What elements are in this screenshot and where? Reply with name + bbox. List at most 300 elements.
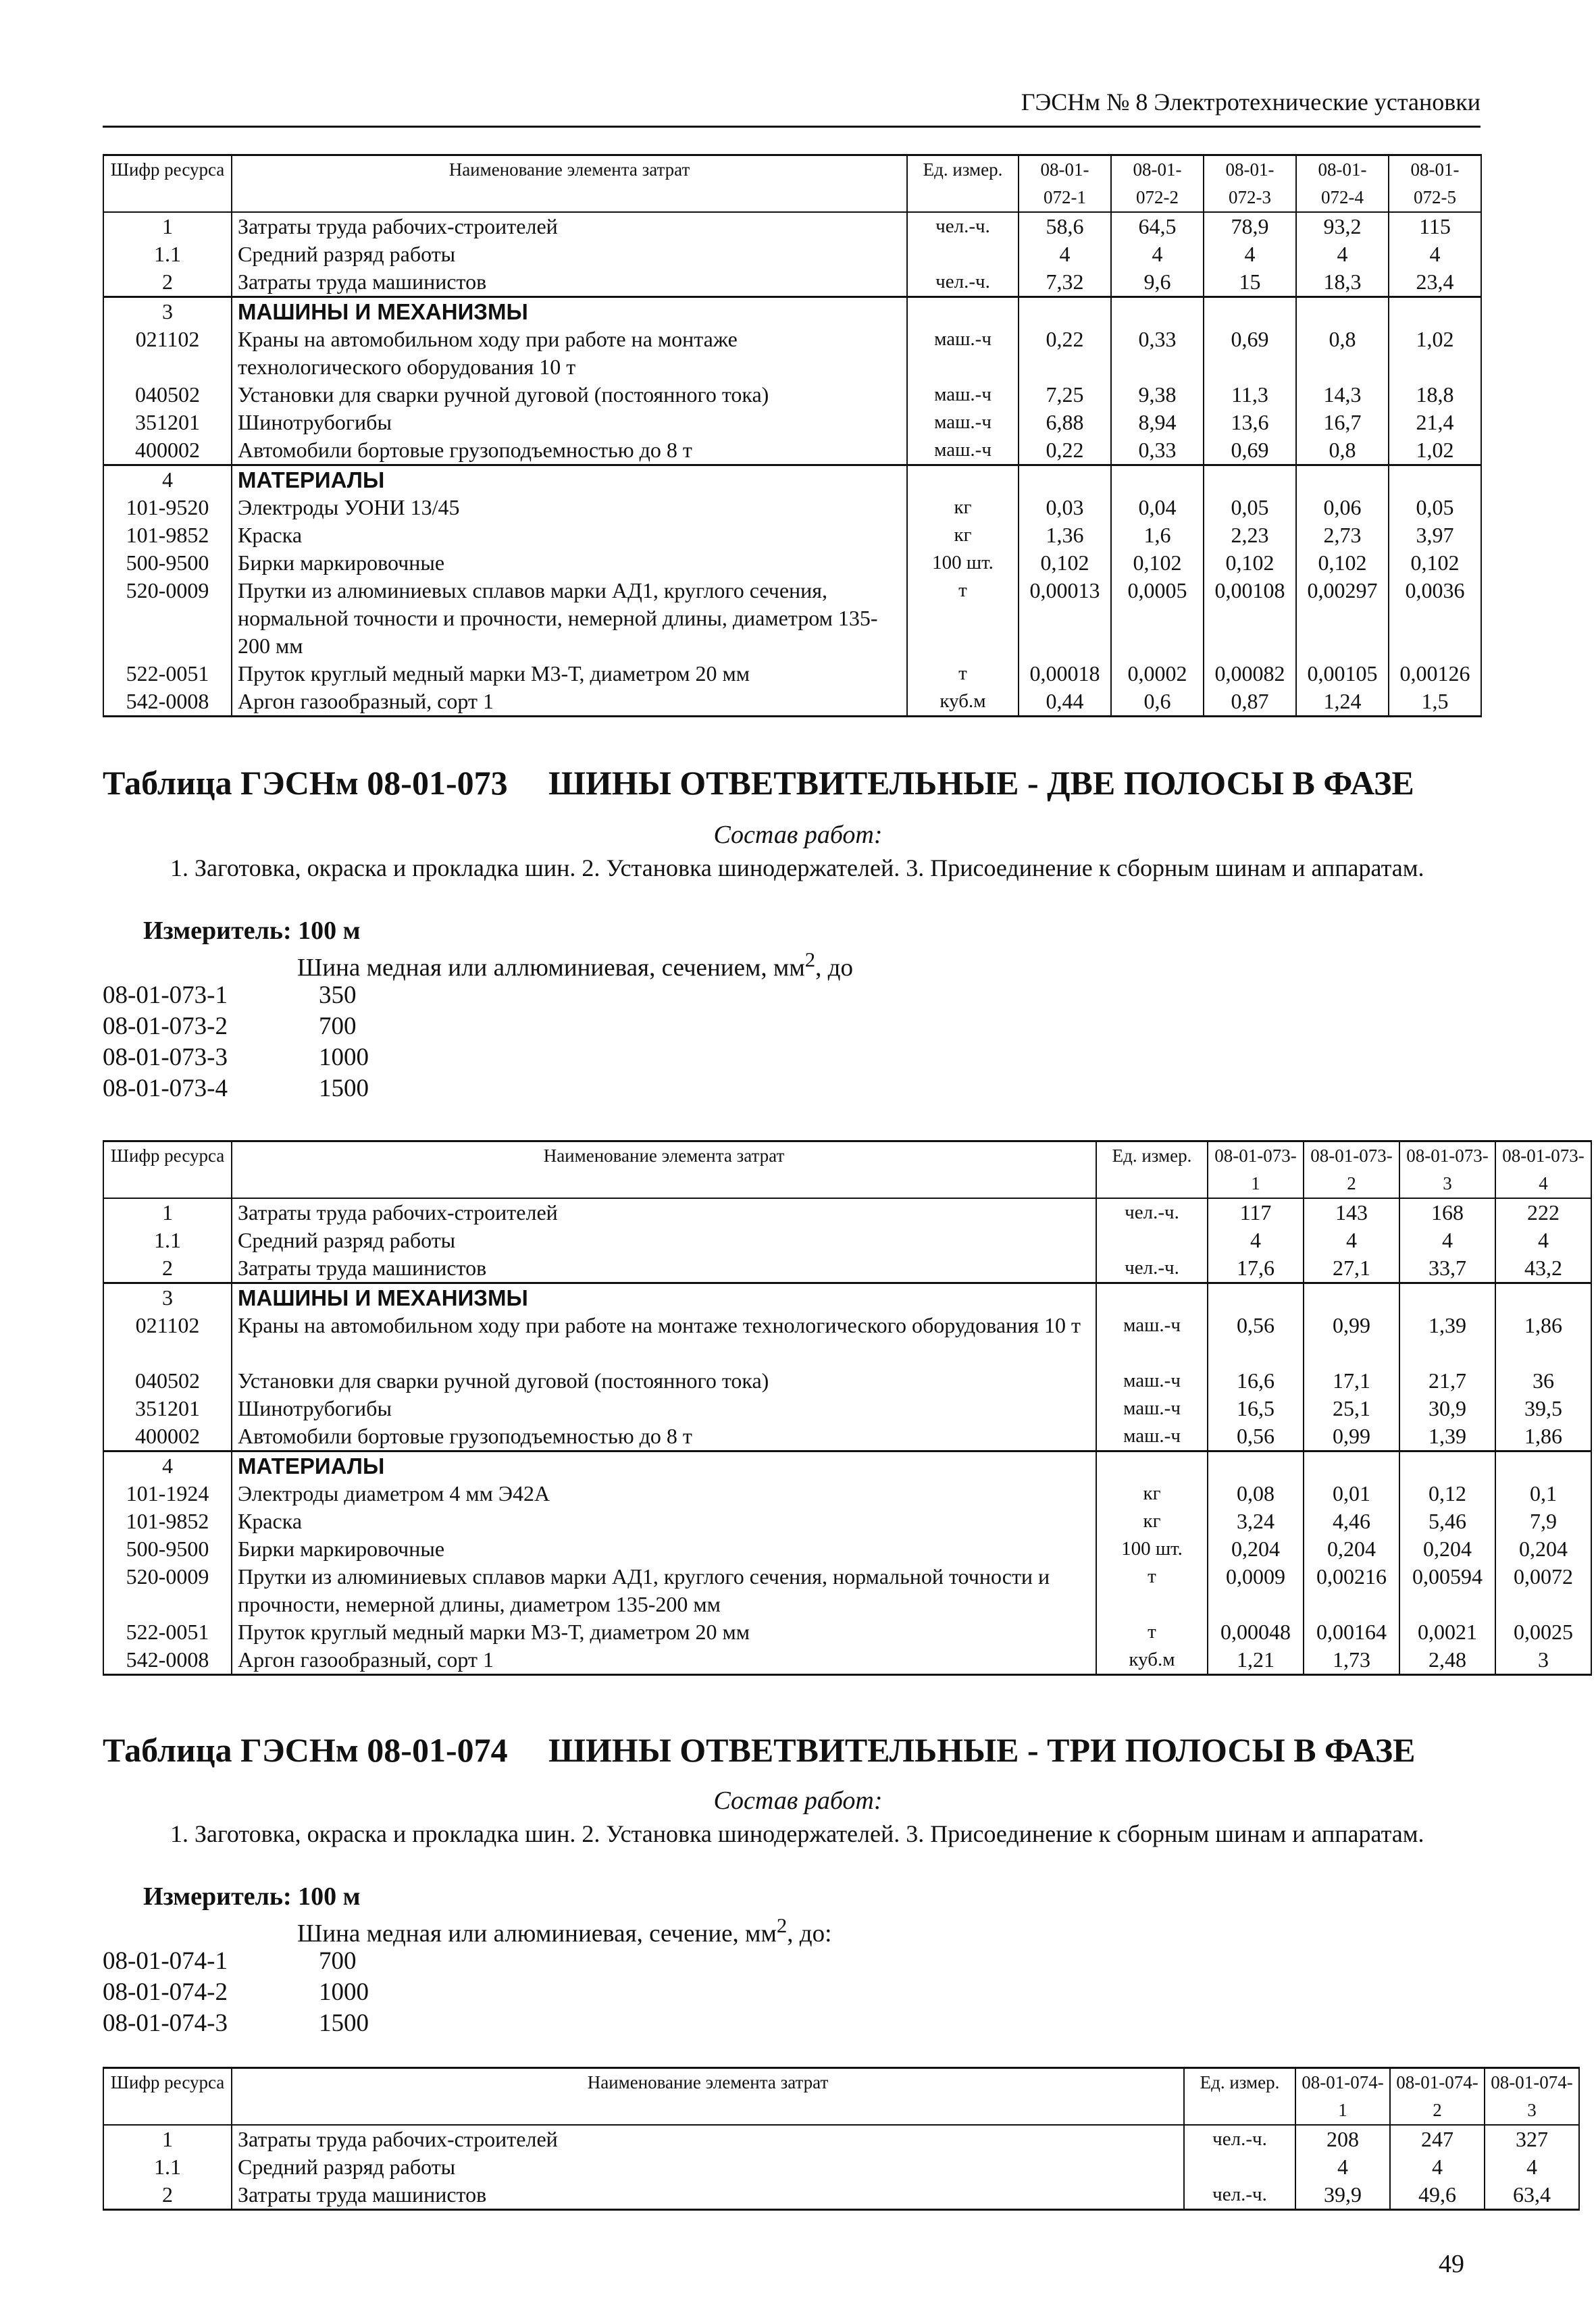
table-name: ШИНЫ ОТВЕТВИТЕЛЬНЫЕ - ДВЕ ПОЛОСЫ В ФАЗЕ — [548, 764, 1414, 802]
cell-unit: куб.м — [1096, 1646, 1208, 1675]
code-item — [103, 981, 357, 1010]
code-item — [103, 2009, 369, 2038]
cell-unit: чел.-ч. — [1096, 1198, 1208, 1227]
cell-value: 4 — [1208, 1227, 1304, 1254]
table-label: Таблица ГЭСНм 08-01-073 — [103, 764, 508, 802]
cell-value: 4 — [1495, 1227, 1591, 1254]
cell-code: 2 — [103, 1254, 232, 1283]
cell-code: 1.1 — [103, 1227, 232, 1254]
code-id: 08-01-074-3 — [103, 2009, 228, 2037]
cell-name: Прутки из алюминиевых сплавов марки АД1, круглого сечения, нормальной точности и прочности, немерной длины, диаметром 135-200 мм — [232, 577, 907, 660]
cell-code: 1.1 — [103, 240, 232, 268]
table-row — [103, 326, 1481, 381]
cell-value: 13,6 — [1204, 409, 1296, 436]
cell-name: Средний разряд работы — [232, 240, 907, 268]
cell-code: 101-9520 — [103, 494, 232, 521]
header-col: 08-01-073-4 — [1495, 1141, 1591, 1199]
cell-name: МАШИНЫ И МЕХАНИЗМЫ — [232, 1283, 1096, 1312]
header-col: 08-01-073-1 — [1208, 1141, 1304, 1199]
cell-value: 0,204 — [1399, 1535, 1495, 1563]
cell-value: 39,5 — [1495, 1395, 1591, 1422]
header-unit: Ед. измер. — [1184, 2068, 1295, 2126]
code-value: 1000 — [319, 1978, 369, 2006]
cell-code: 2 — [103, 268, 232, 297]
meter-value: 100 м — [298, 917, 361, 945]
cell-value: 2,73 — [1296, 521, 1389, 549]
cell-name: МАШИНЫ И МЕХАНИЗМЫ — [232, 297, 907, 326]
works-description: 1. Заготовка, окраска и прокладка шин. 2. Установка шинодержателей. 3. Присоединение к сборным шинам и аппаратам. — [170, 1820, 1424, 1847]
cell-value: 0,33 — [1111, 326, 1204, 381]
cell-value: 0,0002 — [1111, 660, 1204, 688]
cell-value: 21,4 — [1389, 409, 1481, 436]
cell-value: 0,69 — [1204, 326, 1296, 381]
cell-unit: маш.-ч — [907, 409, 1019, 436]
cell-value: 0,03 — [1019, 494, 1111, 521]
cell-value: 1,5 — [1389, 688, 1481, 717]
cell-value — [1389, 297, 1481, 326]
cell-value — [1495, 1283, 1591, 1312]
cell-value: 17,6 — [1208, 1254, 1304, 1283]
cell-value: 0,05 — [1389, 494, 1481, 521]
cell-value — [1296, 465, 1389, 494]
cell-unit: кг — [1096, 1508, 1208, 1535]
cell-value: 14,3 — [1296, 381, 1389, 409]
cell-unit: маш.-ч — [1096, 1367, 1208, 1395]
cell-code: 400002 — [103, 1422, 232, 1451]
header-row — [103, 2068, 1579, 2126]
cell-unit: чел.-ч. — [1184, 2181, 1295, 2210]
cell-value: 0,44 — [1019, 688, 1111, 717]
cell-code: 522-0051 — [103, 660, 232, 688]
table-label: Таблица ГЭСНм 08-01-074 — [103, 1731, 508, 1769]
table-row — [103, 212, 1481, 240]
cell-name: Затраты труда машинистов — [232, 268, 907, 297]
code-value: 1000 — [319, 1044, 369, 1071]
cell-value: 1,86 — [1495, 1422, 1591, 1451]
header-col: 08-01-073-3 — [1399, 1141, 1495, 1199]
code-value: 1500 — [319, 1075, 369, 1102]
cell-name: Краны на автомобильном ходу при работе на монтаже технологического оборудования 10 т — [232, 326, 907, 381]
cell-value: 36 — [1495, 1367, 1591, 1395]
running-header — [103, 88, 1481, 128]
cell-unit: кг — [1096, 1480, 1208, 1508]
cell-unit — [907, 297, 1019, 326]
works-heading: Состав работ: — [713, 1786, 883, 1815]
header-col: 08-01-074-1 — [1295, 2068, 1390, 2126]
cell-value: 0,00216 — [1304, 1563, 1399, 1618]
sizes-sup: 2 — [776, 1914, 788, 1937]
cell-value: 64,5 — [1111, 212, 1204, 240]
cell-code: 2 — [103, 2181, 232, 2210]
cell-value: 0,99 — [1304, 1312, 1399, 1367]
header-code: Шифр ресурса — [103, 155, 232, 213]
sizes-sup: 2 — [804, 948, 816, 971]
header-col: 08-01-072-4 — [1296, 155, 1389, 213]
cell-value: 0,00018 — [1019, 660, 1111, 688]
cell-value: 327 — [1485, 2125, 1579, 2153]
cell-code: 021102 — [103, 326, 232, 381]
cell-value: 4,46 — [1304, 1508, 1399, 1535]
meter-label: Измеритель: — [143, 917, 292, 945]
cell-value: 2,48 — [1399, 1646, 1495, 1675]
header-col: 08-01-072-2 — [1111, 155, 1204, 213]
cell-unit: кг — [907, 521, 1019, 549]
cell-unit: т — [1096, 1618, 1208, 1646]
cell-value: 63,4 — [1485, 2181, 1579, 2210]
code-id: 08-01-073-1 — [103, 981, 228, 1009]
cell-value: 0,12 — [1399, 1480, 1495, 1508]
cell-unit: чел.-ч. — [1096, 1254, 1208, 1283]
cell-code: 4 — [103, 465, 232, 494]
cell-value: 1,39 — [1399, 1312, 1495, 1367]
cell-code: 3 — [103, 1283, 232, 1312]
cell-value: 39,9 — [1295, 2181, 1390, 2210]
cell-value: 0,00126 — [1389, 660, 1481, 688]
cell-code: 1 — [103, 212, 232, 240]
cell-code: 400002 — [103, 436, 232, 465]
cell-value: 3,24 — [1208, 1508, 1304, 1535]
cell-value: 0,8 — [1296, 436, 1389, 465]
table-row — [103, 521, 1481, 549]
cell-name: Затраты труда машинистов — [232, 2181, 1184, 2210]
cell-value — [1111, 465, 1204, 494]
table-row — [103, 1198, 1591, 1227]
cell-unit: 100 шт. — [907, 549, 1019, 577]
cell-value — [1296, 297, 1389, 326]
cell-name: Шинотрубогибы — [232, 409, 907, 436]
header-col: 08-01-072-3 — [1204, 155, 1296, 213]
cell-value: 9,38 — [1111, 381, 1204, 409]
cell-unit — [1096, 1283, 1208, 1312]
cell-value: 0,102 — [1019, 549, 1111, 577]
cell-unit: маш.-ч — [907, 326, 1019, 381]
cell-code: 1 — [103, 2125, 232, 2153]
header-col: 08-01-072-1 — [1019, 155, 1111, 213]
cell-name: Аргон газообразный, сорт 1 — [232, 688, 907, 717]
header-row — [103, 155, 1481, 213]
table-row — [103, 1254, 1591, 1283]
cell-name: Установки для сварки ручной дуговой (постоянного тока) — [232, 1367, 1096, 1395]
cell-value: 4 — [1204, 240, 1296, 268]
cell-code: 040502 — [103, 381, 232, 409]
cell-value — [1399, 1451, 1495, 1481]
header-code: Шифр ресурса — [103, 2068, 232, 2126]
cell-name: Электроды УОНИ 13/45 — [232, 494, 907, 521]
cell-code: 101-1924 — [103, 1480, 232, 1508]
cell-value: 143 — [1304, 1198, 1399, 1227]
cell-value — [1019, 465, 1111, 494]
cell-unit: кг — [907, 494, 1019, 521]
running-header-text: ГЭСНм № 8 Электротехнические установки — [1021, 88, 1481, 115]
cell-name: Установки для сварки ручной дуговой (постоянного тока) — [232, 381, 907, 409]
header-unit: Ед. измер. — [907, 155, 1019, 213]
table-row — [103, 1480, 1591, 1508]
header-col: 08-01-072-5 — [1389, 155, 1481, 213]
cell-value: 0,00108 — [1204, 577, 1296, 660]
header-code: Шифр ресурса — [103, 1141, 232, 1199]
cell-value: 27,1 — [1304, 1254, 1399, 1283]
meter — [143, 916, 361, 946]
cell-value: 1,02 — [1389, 436, 1481, 465]
table-row — [103, 549, 1481, 577]
table-row — [103, 577, 1481, 660]
cell-unit — [907, 465, 1019, 494]
cell-value: 168 — [1399, 1198, 1495, 1227]
section-row — [103, 1283, 1591, 1312]
cell-value — [1019, 297, 1111, 326]
cell-value: 30,9 — [1399, 1395, 1495, 1422]
table-row — [103, 1618, 1591, 1646]
cell-value: 0,00082 — [1204, 660, 1296, 688]
cell-value: 0,69 — [1204, 436, 1296, 465]
code-item — [103, 1074, 369, 1103]
cell-value: 0,22 — [1019, 326, 1111, 381]
cell-value — [1304, 1451, 1399, 1481]
cell-value — [1111, 297, 1204, 326]
cell-value: 1,24 — [1296, 688, 1389, 717]
cell-value: 11,3 — [1204, 381, 1296, 409]
cell-value: 0,33 — [1111, 436, 1204, 465]
cell-code: 522-0051 — [103, 1618, 232, 1646]
works-heading: Состав работ: — [713, 821, 883, 849]
cell-unit: т — [1096, 1563, 1208, 1618]
cell-value: 2,23 — [1204, 521, 1296, 549]
cell-code: 040502 — [103, 1367, 232, 1395]
cell-code: 500-9500 — [103, 1535, 232, 1563]
table-row — [103, 494, 1481, 521]
cell-value: 0,56 — [1208, 1422, 1304, 1451]
cell-value: 3 — [1495, 1646, 1591, 1675]
table-row — [103, 436, 1481, 465]
cell-name: Средний разряд работы — [232, 1227, 1096, 1254]
cell-unit — [1096, 1227, 1208, 1254]
cell-code: 101-9852 — [103, 521, 232, 549]
table-row — [103, 1395, 1591, 1422]
cell-value: 0,8 — [1296, 326, 1389, 381]
cell-value: 5,46 — [1399, 1508, 1495, 1535]
cell-name: Электроды диаметром 4 мм Э42А — [232, 1480, 1096, 1508]
cell-value: 0,00105 — [1296, 660, 1389, 688]
cell-value: 17,1 — [1304, 1367, 1399, 1395]
cell-value: 43,2 — [1495, 1254, 1591, 1283]
section-row — [103, 465, 1481, 494]
cell-name: Затраты труда рабочих-строителей — [232, 1198, 1096, 1227]
cell-code: 3 — [103, 297, 232, 326]
cell-value: 0,87 — [1204, 688, 1296, 717]
code-value: 1500 — [319, 2009, 369, 2037]
cell-name: Бирки маркировочные — [232, 1535, 1096, 1563]
table-row — [103, 2125, 1579, 2153]
cell-value: 8,94 — [1111, 409, 1204, 436]
cell-value: 7,9 — [1495, 1508, 1591, 1535]
cell-value — [1208, 1451, 1304, 1481]
cell-unit: т — [907, 660, 1019, 688]
cell-value: 0,0009 — [1208, 1563, 1304, 1618]
cell-value: 18,3 — [1296, 268, 1389, 297]
cell-value: 0,04 — [1111, 494, 1204, 521]
cell-unit: маш.-ч — [1096, 1422, 1208, 1451]
cell-name: Пруток круглый медный марки М3-Т, диаметром 20 мм — [232, 660, 907, 688]
cell-name: МАТЕРИАЛЫ — [232, 1451, 1096, 1481]
cell-value: 1,39 — [1399, 1422, 1495, 1451]
cell-name: Прутки из алюминиевых сплавов марки АД1, круглого сечения, нормальной точности и прочности, немерной длины, диаметром 135-200 мм — [232, 1563, 1096, 1618]
sizes-caption — [297, 948, 853, 982]
cell-code: 351201 — [103, 1395, 232, 1422]
cell-value — [1304, 1283, 1399, 1312]
cell-code: 351201 — [103, 409, 232, 436]
cell-value — [1495, 1451, 1591, 1481]
table-row — [103, 1227, 1591, 1254]
code-id: 08-01-074-1 — [103, 1947, 228, 1975]
cell-value: 4 — [1389, 240, 1481, 268]
cell-value: 4 — [1019, 240, 1111, 268]
cell-name: МАТЕРИАЛЫ — [232, 465, 907, 494]
cell-value: 21,7 — [1399, 1367, 1495, 1395]
cell-value: 0,0025 — [1495, 1618, 1591, 1646]
cell-name: Затраты труда машинистов — [232, 1254, 1096, 1283]
code-id: 08-01-073-4 — [103, 1075, 228, 1102]
cost-table-073 — [103, 1140, 1592, 1676]
cell-code: 542-0008 — [103, 688, 232, 717]
header-col: 08-01-074-2 — [1390, 2068, 1485, 2126]
section-row — [103, 1451, 1591, 1481]
cell-value: 33,7 — [1399, 1254, 1495, 1283]
cell-value: 16,7 — [1296, 409, 1389, 436]
cell-value: 0,00594 — [1399, 1563, 1495, 1618]
cell-name: Затраты труда рабочих-строителей — [232, 2125, 1184, 2153]
cell-value — [1208, 1283, 1304, 1312]
cell-name: Шинотрубогибы — [232, 1395, 1096, 1422]
meter-value: 100 м — [298, 1882, 361, 1911]
cell-value: 0,00297 — [1296, 577, 1389, 660]
cell-value: 0,05 — [1204, 494, 1296, 521]
cell-value: 115 — [1389, 212, 1481, 240]
table-row — [103, 1535, 1591, 1563]
header-name: Наименование элемента затрат — [232, 155, 907, 213]
cell-code: 542-0008 — [103, 1646, 232, 1675]
sizes-title: Шина медная или алюминиевая, сечение, мм — [297, 1920, 777, 1948]
table-row — [103, 1646, 1591, 1675]
cell-value: 6,88 — [1019, 409, 1111, 436]
cell-value: 7,32 — [1019, 268, 1111, 297]
cell-value: 3,97 — [1389, 521, 1481, 549]
code-item — [103, 1978, 369, 2007]
cell-code: 520-0009 — [103, 577, 232, 660]
cell-name: Краска — [232, 521, 907, 549]
header-unit: Ед. измер. — [1096, 1141, 1208, 1199]
cell-value — [1389, 465, 1481, 494]
cell-name: Автомобили бортовые грузоподъемностью до 8 т — [232, 1422, 1096, 1451]
table-row — [103, 688, 1481, 717]
cell-value: 1,86 — [1495, 1312, 1591, 1367]
table-row — [103, 1508, 1591, 1535]
cell-unit: т — [907, 577, 1019, 660]
cell-value: 0,00048 — [1208, 1618, 1304, 1646]
table-row — [103, 240, 1481, 268]
cell-value: 0,6 — [1111, 688, 1204, 717]
table-row — [103, 2181, 1579, 2210]
cell-value: 4 — [1485, 2153, 1579, 2181]
cell-value: 93,2 — [1296, 212, 1389, 240]
meter-label: Измеритель: — [143, 1882, 292, 1911]
cell-value: 0,102 — [1204, 549, 1296, 577]
cell-value: 0,0005 — [1111, 577, 1204, 660]
cell-value: 222 — [1495, 1198, 1591, 1227]
cell-value: 0,204 — [1495, 1535, 1591, 1563]
cell-value: 4 — [1304, 1227, 1399, 1254]
section-row — [103, 297, 1481, 326]
cell-value — [1204, 465, 1296, 494]
table-title-074 — [103, 1730, 1416, 1770]
cost-table-072 — [103, 154, 1482, 717]
header-name: Наименование элемента затрат — [232, 1141, 1096, 1199]
cell-unit: маш.-ч — [907, 381, 1019, 409]
cell-name: Средний разряд работы — [232, 2153, 1184, 2181]
cell-value: 9,6 — [1111, 268, 1204, 297]
cell-value: 4 — [1399, 1227, 1495, 1254]
code-id: 08-01-074-2 — [103, 1978, 228, 2006]
code-id: 08-01-073-3 — [103, 1044, 228, 1071]
cell-unit: маш.-ч — [907, 436, 1019, 465]
table-row — [103, 2153, 1579, 2181]
code-item — [103, 1012, 357, 1041]
cell-value: 49,6 — [1390, 2181, 1485, 2210]
cell-code: 4 — [103, 1451, 232, 1481]
code-item — [103, 1947, 357, 1976]
sizes-title: Шина медная или аллюминиевая, сечением, мм — [297, 954, 805, 982]
cell-name: Краны на автомобильном ходу при работе на монтаже технологического оборудования 10 т — [232, 1312, 1096, 1367]
header-name: Наименование элемента затрат — [232, 2068, 1184, 2126]
cell-value: 208 — [1295, 2125, 1390, 2153]
cell-value: 4 — [1295, 2153, 1390, 2181]
cell-code: 1.1 — [103, 2153, 232, 2181]
cell-value: 247 — [1390, 2125, 1485, 2153]
cell-value: 4 — [1111, 240, 1204, 268]
cell-code: 520-0009 — [103, 1563, 232, 1618]
cell-value: 1,73 — [1304, 1646, 1399, 1675]
cell-value: 1,21 — [1208, 1646, 1304, 1675]
cell-value: 23,4 — [1389, 268, 1481, 297]
sizes-caption — [297, 1914, 831, 1948]
code-value: 700 — [319, 1947, 357, 1975]
cell-name: Затраты труда рабочих-строителей — [232, 212, 907, 240]
table-row — [103, 1367, 1591, 1395]
cell-unit — [907, 240, 1019, 268]
table-row — [103, 1312, 1591, 1367]
sizes-tail: , до — [815, 954, 853, 982]
cell-value: 0,22 — [1019, 436, 1111, 465]
cell-value — [1399, 1283, 1495, 1312]
cell-unit: маш.-ч — [1096, 1312, 1208, 1367]
meter — [143, 1882, 361, 1911]
code-id: 08-01-073-2 — [103, 1012, 228, 1040]
table-row — [103, 660, 1481, 688]
cell-value: 25,1 — [1304, 1395, 1399, 1422]
cell-value — [1204, 297, 1296, 326]
cell-value: 0,56 — [1208, 1312, 1304, 1367]
cell-value: 0,102 — [1111, 549, 1204, 577]
cell-value: 0,204 — [1304, 1535, 1399, 1563]
cell-name: Аргон газообразный, сорт 1 — [232, 1646, 1096, 1675]
cell-value: 1,36 — [1019, 521, 1111, 549]
cell-value: 0,08 — [1208, 1480, 1304, 1508]
cell-value: 4 — [1296, 240, 1389, 268]
works-description: 1. Заготовка, окраска и прокладка шин. 2. Установка шинодержателей. 3. Присоединение к сборным шинам и аппаратам. — [170, 854, 1424, 881]
cell-name: Автомобили бортовые грузоподъемностью до 8 т — [232, 436, 907, 465]
cell-value: 0,01 — [1304, 1480, 1399, 1508]
cell-unit — [1096, 1451, 1208, 1481]
cell-name: Краска — [232, 1508, 1096, 1535]
